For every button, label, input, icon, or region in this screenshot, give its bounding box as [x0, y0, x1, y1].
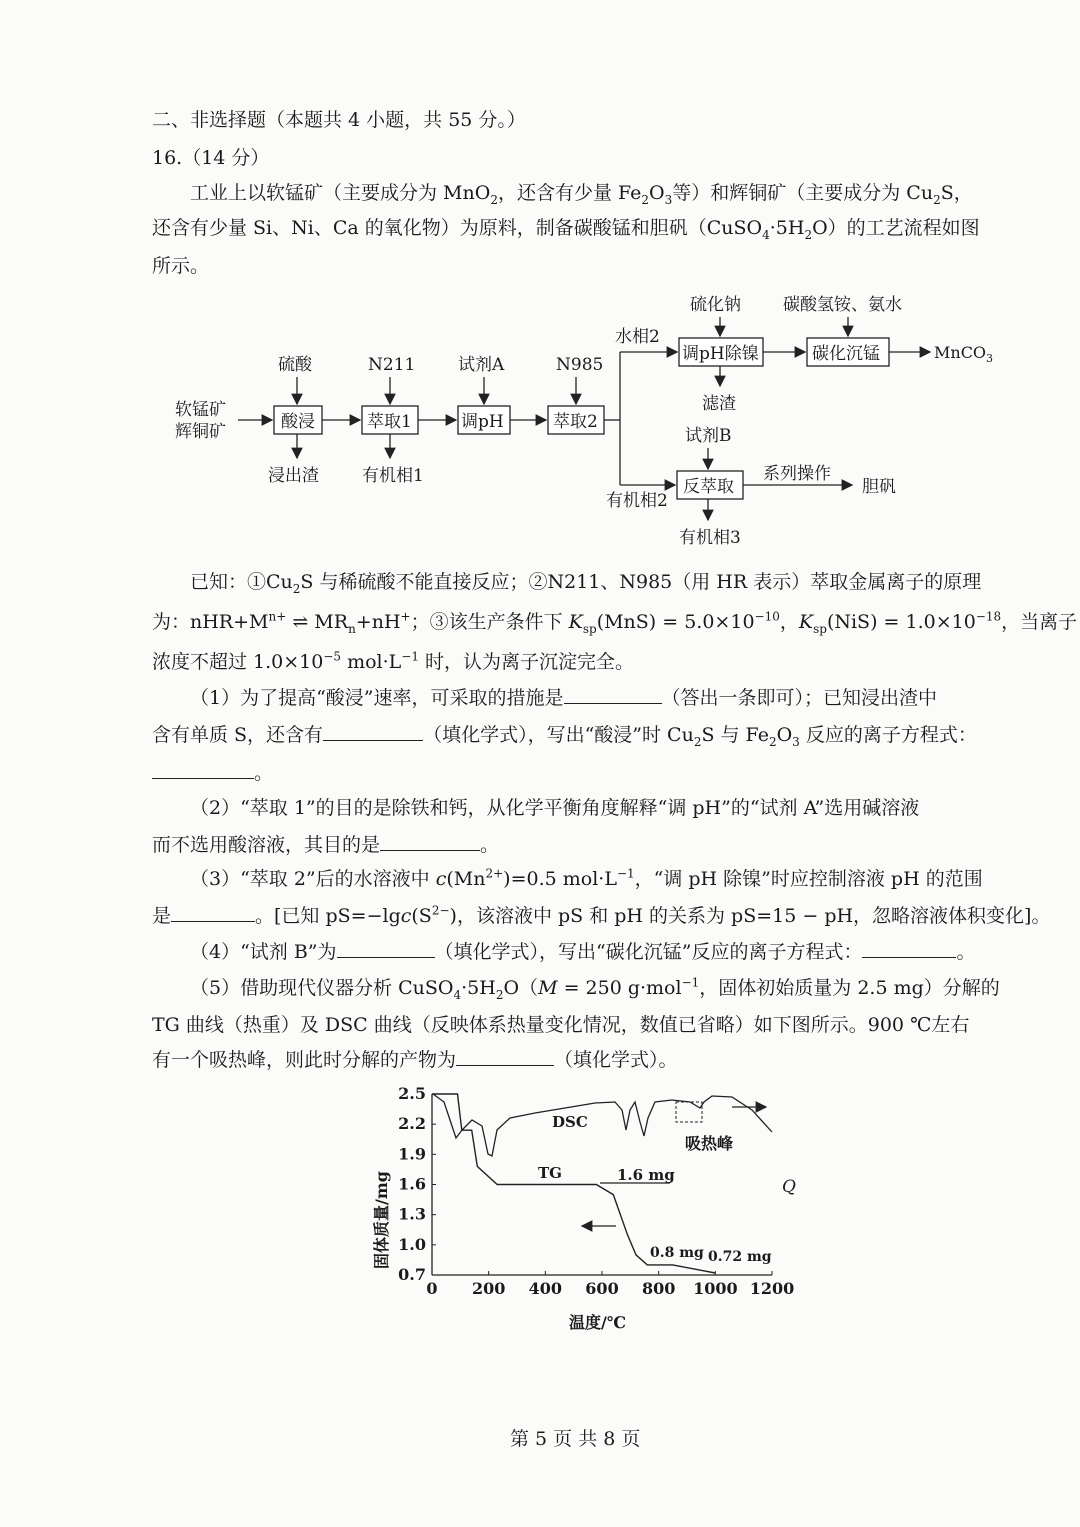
input-sulfuric-acid: 硫酸: [278, 355, 312, 375]
svg-text:调pH: 调pH: [461, 412, 504, 432]
q1-blank-3[interactable]: [152, 760, 254, 779]
q5-line-2: TG 曲线（热重）及 DSC 曲线（反映体系热量变化情况，数值已省略）如下图所示。900 ℃左右: [152, 1014, 970, 1036]
output-filter-residue: 滤渣: [702, 394, 736, 414]
q3-line-1: （3）“萃取 2”后的水溶液中 $c(Mn^{2+})=0.5$ $mol\cdot L^{-1}$，“调 pH 除镍”时应控制溶液 pH 的范围: [190, 866, 983, 890]
svg-text:萃取1: 萃取1: [367, 412, 412, 432]
y-axis-label: 固体质量/mg: [372, 1171, 391, 1269]
annotation-0-72mg: 0.72 mg: [708, 1249, 772, 1265]
x-tick-label: 0: [426, 1279, 438, 1298]
svg-text:调pH除镍: 调pH除镍: [682, 344, 759, 364]
svg-text:碳化沉锰: 碳化沉锰: [812, 344, 880, 364]
q2-blank[interactable]: [380, 832, 480, 851]
output-organic-3: 有机相3: [679, 528, 741, 548]
y-tick-label: 1.6: [398, 1174, 426, 1194]
x-tick-label: 1000: [693, 1279, 738, 1298]
y-tick-label: 1.3: [398, 1204, 426, 1224]
q3-line-2: 是 。[已知 $pS=-\lg c(S^{2-})$，该溶液中 pS 和 pH 的关系为 pS=15 − pH，忽略溶液体积变化]。: [152, 903, 1051, 927]
known-line-1: 已知：$①Cu_2S$ 与稀硫酸不能直接反应；②N211、N985（用 HR 表示）萃取金属离子的原理: [190, 571, 982, 596]
input-reagent-a: 试剂A: [458, 355, 505, 375]
raw-1: 软锰矿: [175, 400, 226, 420]
y-tick-label: 0.7: [398, 1265, 426, 1284]
q1-line-2: 含有单质 S，还含有 （填化学式），写出“酸浸”时 $Cu_2S$ 与 $Fe_2O_3$ 反应的离子方程式：: [152, 724, 977, 749]
x-tick-label: 1200: [749, 1279, 795, 1298]
y-tick-label: 2.5: [398, 1084, 426, 1103]
branch-water-2: 水相2: [615, 327, 660, 347]
x-axis-label: 温度/℃: [569, 1313, 627, 1332]
q2-line-2: 而不选用酸溶液，其目的是 。: [152, 834, 500, 856]
input-reagent-b: 试剂B: [685, 426, 732, 446]
page-footer: 第 5 页 共 8 页: [510, 1428, 641, 1450]
q4-line: （4）“试剂 B”为 （填化学式），写出“碳化沉锰”反应的离子方程式： 。: [190, 941, 976, 963]
svg-text:萃取2: 萃取2: [553, 412, 598, 432]
known-line-3: 浓度不超过 $1.0\times 10^{-5}$ $mol\cdot L^{-1}$ 时，认为离子沉淀完全。: [152, 649, 635, 673]
intro-line-1: 工业上以软锰矿（主要成分为 MnO$_2$，还含有少量 $Fe_2O_3$等）和辉铜矿（主要成分为 $Cu_2S$，: [190, 182, 973, 207]
q-axis-label: Q: [782, 1177, 796, 1197]
input-sodium-sulfide: 硫化钠: [690, 295, 741, 315]
product-blue-vitriol: 胆矾: [862, 477, 896, 497]
y-tick-label: 1.9: [398, 1144, 426, 1164]
known-line-2: 为：$nHR+M^{n+}$ ⇌ $MR_n+nH^+$；③该生产条件下 $K_{sp}(MnS) = 5.0\times 10^{-10}$，$K_{sp}(NiS) = 1.0\times 10^{-18}$，当离子: [152, 609, 1078, 636]
intro-line-3: 所示。: [152, 255, 210, 277]
svg-text:反萃取: 反萃取: [683, 477, 734, 497]
y-tick-label: 1.0: [398, 1234, 426, 1254]
q1-blank-2[interactable]: [323, 722, 423, 741]
q5-line-1: （5）借助现代仪器分析 $CuSO_4\cdot 5H_2O(M = 250$ g·mol$^{-1}$，固体初始质量为 2.5 mg）分解的: [190, 975, 1000, 1002]
annotation-0-8mg: 0.8 mg: [650, 1245, 704, 1261]
output-leach-residue: 浸出渣: [268, 466, 319, 486]
x-tick-label: 800: [641, 1279, 676, 1298]
series-operation: 系列操作: [763, 464, 831, 484]
tg-dsc-chart: [360, 1080, 820, 1340]
tg-label: TG: [538, 1164, 562, 1182]
input-n211: N211: [368, 355, 416, 375]
endothermic-peak-label: 吸热峰: [685, 1134, 734, 1153]
branch-organic-2: 有机相2: [606, 491, 668, 511]
input-ammonium-bicarbonate: 碳酸氢铵、氨水: [783, 295, 902, 315]
dsc-label: DSC: [552, 1113, 588, 1131]
y-tick-label: 2.2: [398, 1114, 426, 1134]
process-flowchart: [0, 280, 1080, 560]
x-tick-label: 600: [585, 1279, 619, 1298]
q1-line-3: 。: [152, 760, 273, 786]
q1-line-1: （1）为了提高“酸浸”速率，可采取的措施是 （答出一条即可）；已知浸出渣中: [190, 687, 938, 709]
output-organic-1: 有机相1: [362, 466, 424, 486]
x-tick-label: 400: [528, 1279, 563, 1298]
section-header: 二、非选择题（本题共 4 小题，共 55 分。）: [152, 109, 526, 131]
svg-text:酸浸: 酸浸: [281, 412, 315, 432]
q4-blank-2[interactable]: [862, 939, 956, 958]
question-number: 16.（14 分）: [152, 147, 270, 169]
raw-2: 辉铜矿: [175, 422, 226, 442]
x-tick-label: 200: [471, 1279, 506, 1298]
q5-blank[interactable]: [456, 1047, 554, 1066]
q5-line-3: 有一个吸热峰，则此时分解的产物为 （填化学式）。: [152, 1049, 678, 1071]
q3-blank[interactable]: [171, 903, 255, 922]
product-mnco3: MnCO$_3$: [934, 343, 994, 365]
input-n985: N985: [556, 355, 604, 375]
intro-line-2: 还含有少量 Si、Ni、Ca 的氧化物）为原料，制备碳酸锰和胆矾$(CuSO_4\cdot 5H_2O)$的工艺流程如图: [152, 217, 980, 242]
q4-blank-1[interactable]: [337, 939, 435, 958]
q1-blank-1[interactable]: [564, 685, 662, 704]
endothermic-peak-marker: [676, 1102, 702, 1122]
q2-line-1: （2）“萃取 1”的目的是除铁和钙，从化学平衡角度解释“调 pH”的“试剂 A”选用碱溶液: [190, 797, 920, 819]
annotation-1-6mg: 1.6 mg: [617, 1166, 675, 1184]
